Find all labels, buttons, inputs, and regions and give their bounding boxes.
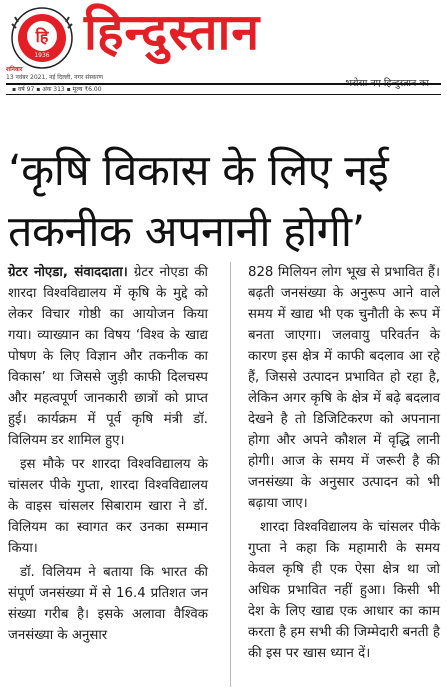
- dateline-text: ▪ वर्ष 97 ▪ अंक 313 ▪ मूल्य ₹6.00: [12, 86, 102, 93]
- emblem-year: 1936: [34, 52, 50, 59]
- masthead: [0, 0, 447, 96]
- paragraph-text: ग्रेटर नोएडा की शारदा विश्वविद्यालय में कृषि के मुद्दे को लेकर विचार गोष्ठी का आयोजन किया गया। व्याख्यान का विषय ‘विश्व के खाद्य पोषण के लिए विज्ञान और तकनीक का विकास’ था जिससे जुड़ी काफी दिलचस्प और महत्वपूर्ण जानकारी छात्रों को प्राप्त हुई। कार्यक्रम में पूर्व कृषि मंत्री डॉ. विलियम डर शामिल हुए।: [8, 265, 208, 448]
- article-paragraph: 828 मिलियन लोग भूख से प्रभावित हैं। बढ़ती जनसंख्या के अनुरूप आने वाले समय में खाद्य भी एक चुनौती के रूप में बनता जाएगा। जलवायु परिवर्तन के कारण इस क्षेत्र में काफी बदलाव आ रहे हैं, जिससे उत्पादन प्रभावित हो रहा है, लेकिन अगर कृषि के क्षेत्र में बढ़े बदलाव देखने है तो डिजिटिकरण को अपनाना होगा और अपने कौशल में वृद्धि लानी होगी। आज के समय में जरूरी है की जनसंख्या के अनुसार उत्पादन को भी बढ़ाया जाए।: [248, 265, 440, 511]
- article-headline: ‘कृषि विकास के लिए नई तकनीक अपनानी होगी’: [8, 145, 389, 257]
- edition-info: [6, 66, 103, 82]
- article-column-right: [248, 262, 440, 667]
- svg-text:हि: हि: [35, 27, 49, 46]
- newspaper-emblem-icon: [10, 6, 74, 70]
- article-paragraph: शारदा विश्वविद्यालय के चांसलर पीके गुप्ता ने कहा कि महामारी के समय केवल कृषि ही एक ऐसा क्षेत्र था जो अधिक प्रभावित नहीं हुआ। किसी भी देश के लिए खाद्य एक आधार का काम करता है हम सभी की जिम्मेदारी बनती है की इस पर खास ध्यान दें।: [248, 520, 440, 661]
- article-paragraph: इस मौके पर शारदा विश्वविद्यालय के चांसलर पीके गुप्ता, शारदा विश्वविद्यालय के वाइस चांसलर सिबाराम खारा ने डॉ. विलियम का स्वागत कर उनका सम्मान किया।: [8, 457, 208, 556]
- byline: ग्रेटर नोएडा, संवाददाता।: [8, 265, 128, 280]
- article-paragraph: [8, 262, 208, 451]
- dateline: [6, 83, 441, 95]
- edition-details: 13 नवंबर 2021, नई दिल्ली, नगर संस्करण: [6, 74, 104, 81]
- column-divider: [230, 262, 231, 687]
- article-column-left: [8, 262, 208, 649]
- tagline: भरोसा नए हिन्दुस्तान का: [345, 78, 429, 89]
- article-paragraph: डॉ. विलियम ने बताया कि भारत की संपूर्ण जनसंख्या में से 16.4 प्रतिशत जन संख्या गरीब है। इसके अलावा वैश्विक जनसंख्या के अनुसार: [8, 565, 208, 643]
- brand-name: हिन्दुस्तान: [84, 3, 261, 61]
- edition-day: शनिवार: [6, 66, 23, 73]
